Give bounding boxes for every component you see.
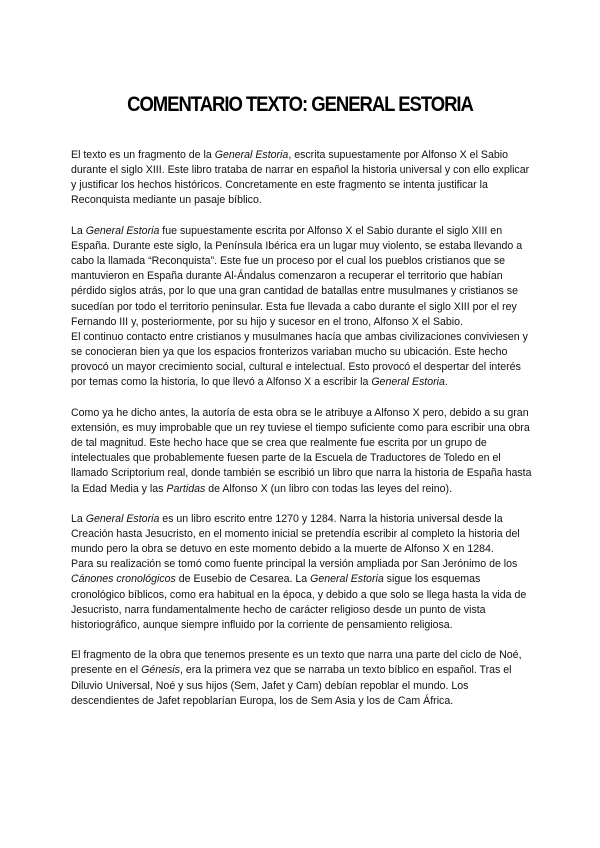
italic-text-segment: General Estoria — [214, 149, 289, 161]
paragraph — [71, 224, 533, 330]
paragraph — [71, 557, 533, 633]
italic-text-segment: Partidas — [166, 482, 206, 495]
text-segment: de Alfonso X (un libro con todas las leyes del reino). — [205, 482, 453, 495]
text-segment: La — [71, 512, 86, 525]
text-segment: fue supuestamente escrita por Alfonso X el Sabio durante el siglo XIII en España. Durante este siglo, la Península Ibérica era un lugar muy violento, se estaba llevando a cabo la llamada “Reconquista”. Este fue un proceso por el cual los pueblos cristianos que se mantuvieron en España durante Al-Ándalus comenzaron a recuperar el territorio que habían pérdido siglos atrás, por lo que una gran cantidad de batallas entre musulmanes y cristianos se sucedían por todo el territorio peninsular. Esta fue llevada a cabo durante el siglo XIII por el rey Fernando III y, posteriormente, por su hijo y sucesor en el trono, Alfonso X el Sabio. — [71, 224, 523, 328]
text-segment: Como ya he dicho antes, la autoría de esta obra se le atribuye a Alfonso X pero, debido a su gran extensión, es muy improbable que un rey tuviese el tiempo suficiente como para escribir una obra de tal magnitud. Este hecho hace que se crea que realmente fue escrita por un grupo de intelectuales que probablemente fuesen parte de la Escuela de Traductores de Toledo en el llamado Scriptorium real, donde también se escribió un libro que narra la historia de España hasta la Edad Media y las — [71, 406, 532, 495]
italic-text-segment: General Estoria — [371, 376, 445, 389]
text-segment: de Eusebio de Cesarea. La — [175, 573, 311, 586]
italic-text-segment: General Estoria — [310, 573, 384, 586]
paragraph — [71, 648, 533, 709]
paragraph — [71, 512, 533, 557]
italic-text-segment: General Estoria — [85, 224, 160, 237]
paragraph — [71, 148, 533, 209]
paragraph — [71, 406, 533, 497]
text-segment: El fragmento de la obra que tenemos presente es un texto que narra una parte del ciclo de Noé, presente en el — [71, 649, 522, 677]
paragraph — [71, 330, 533, 391]
italic-text-segment: General Estoria — [85, 512, 160, 525]
text-segment: sigue los esquemas cronológico bíblicos, como era habitual en la época, y debido a que solo se llega hasta la vida de Jesucristo, narra fundamentalmente hecho de carácter religioso desde un punto de vista historiográfico, aunque siempre influido por la corriente de pensamiento religiosa. — [71, 573, 527, 631]
text-segment: El continuo contacto entre cristianos y musulmanes hacía que ambas civilizaciones conviviesen y se conocieran bien ya que los espacios fronterizos variaban mucho su ubicación. Este hecho provocó un mayor crecimiento social, cultural e intelectual. Esto provocó el despertar del interés por temas como la historia, lo que llevó a Alfonso X a escribir la — [71, 330, 528, 389]
text-segment: Para su realización se tomó como fuente principal la versión ampliada por San Jerónimo de los — [71, 558, 518, 571]
italic-text-segment: Cánones cronológicos — [71, 573, 176, 586]
text-segment: es un libro escrito entre 1270 y 1284. Narra la historia universal desde la Creación hasta Jesucristo, en el momento inicial se pretendía escribir al completo la historia del mundo pero la obra se detuvo en este momento debido a la muerte de Alfonso X en 1284. — [71, 512, 520, 556]
document-title: COMENTARIO TEXTO: GENERAL ESTORIA — [127, 92, 473, 116]
text-segment: , era la primera vez que se narraba un texto bíblico en español. Tras el Diluvio Universal, Noé y sus hijos (Sem, Jafet y Cam) debían repoblar el mundo. Los descendientes de Jafet repoblarían Europa, los de Sem Asia y los de Cam África. — [71, 664, 512, 707]
document-body — [71, 148, 533, 724]
text-segment: . — [444, 376, 448, 389]
text-segment: El texto es un fragmento de la — [71, 149, 215, 161]
text-segment: , escrita supuestamente por Alfonso X el Sabio durante el siglo XIII. Este libro trataba de narrar en español la historia universal y con ello explicar y justificar los hechos históricos. Concretamente en este fragmento se intenta justificar la Reconquista mediante un pasaje bíblico. — [71, 149, 530, 207]
text-segment: La — [71, 224, 86, 237]
italic-text-segment: Génesis — [141, 664, 180, 677]
